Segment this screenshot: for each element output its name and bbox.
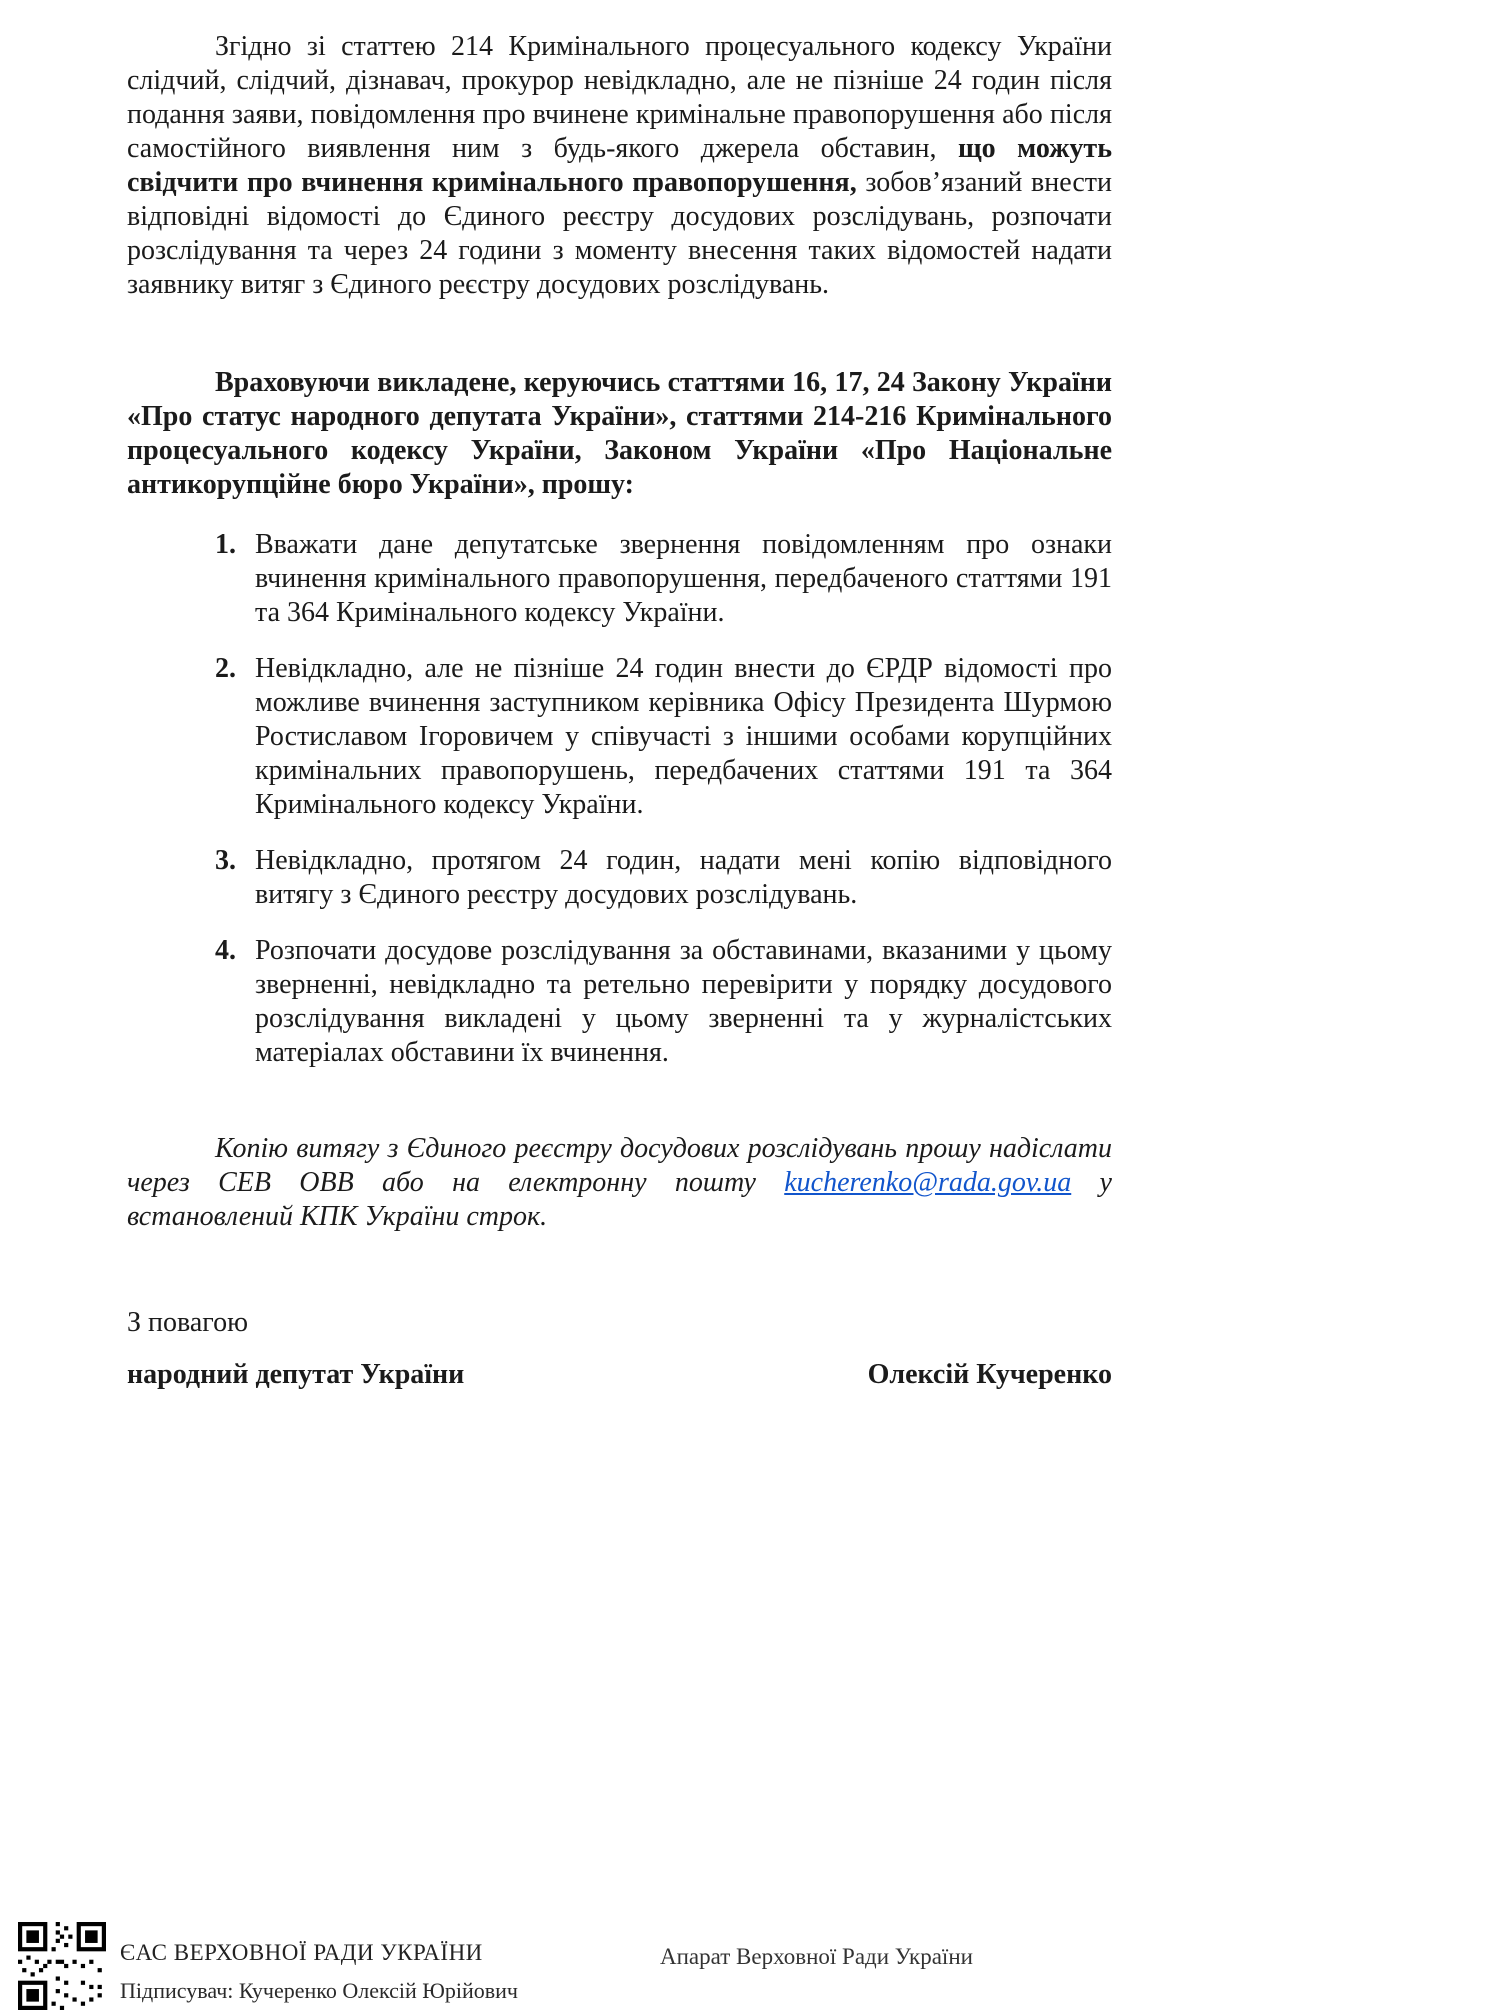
document-body <box>127 30 1112 1392</box>
list-item-text: Невідкладно, але не пізніше 24 годин внести до ЄРДР відомості про можливе вчинення заступником керівника Офісу Президента Шурмою Ростиславом Ігоровичем у співучасті з іншими особами корупційних кримінальних правопорушень, передбачених статтями 191 та 364 Кримінального кодексу України. <box>255 653 1112 820</box>
footer-eas-label: ЄАС ВЕРХОВНОЇ РАДИ УКРАЇНИ <box>120 1940 483 1965</box>
paragraph-request-intro: Враховуючи викладене, керуючись статтями 16, 17, 24 Закону України «Про статус народного депутата України», статтями 214-216 Кримінального процесуального кодексу України, Законом України «Про Національне антикорупційне бюро України», прошу: <box>127 367 1112 500</box>
list-item-number: 3. <box>215 845 236 876</box>
list-item-text: Невідкладно, протягом 24 годин, надати мені копію відповідного витягу з Єдиного реєстру досудових розслідувань. <box>255 845 1112 910</box>
signature-row <box>127 1358 1112 1392</box>
para1-text-start: Згідно зі статтею 214 Кримінального процесуального кодексу України слідчий, слідчий, дізнавач, прокурор невідкладно, але не пізніше 24 годин після подання заяви, повідомлення про вчинене кримінальне правопорушення або після самостійного виявлення ним з будь-якого джерела обставин, <box>127 31 1112 164</box>
para3-text-end: у встановлений КПК України строк. <box>127 1167 1112 1232</box>
request-list <box>127 528 1112 1070</box>
paragraph-copy-request <box>127 1132 1112 1234</box>
qr-code-icon <box>18 1922 106 2010</box>
document-footer <box>0 1918 1500 2003</box>
list-item-text: Розпочати досудове розслідування за обставинами, вказаними у цьому зверненні, невідкладно та ретельно перевірити у порядку досудового розслідування викладені у цьому зверненні та у журналістських матеріалах обставини їх вчинення. <box>255 935 1112 1068</box>
closing-respectfully: З повагою <box>127 1307 248 1338</box>
list-item-text: Вважати дане депутатське звернення повідомленням про ознаки вчинення кримінального правопорушення, передбаченого статтями 191 та 364 Кримінального кодексу України. <box>255 529 1112 628</box>
footer-signature-info <box>120 1934 518 2010</box>
signature-title: народний депутат України <box>127 1359 465 1390</box>
para1-text-bold: що можуть свідчити про вчинення кримінального правопорушення, <box>127 133 1112 198</box>
footer-signer-label: Підписувач: Кучеренко Олексій Юрійович <box>120 1978 518 2003</box>
footer-apparatus-label: Апарат Верховної Ради України <box>660 1944 973 1969</box>
list-item-number: 2. <box>215 653 236 684</box>
email-link[interactable]: kucherenko@rada.gov.ua <box>784 1167 1072 1198</box>
signature-name: Олексій Кучеренко <box>867 1359 1112 1390</box>
list-item <box>127 528 1112 630</box>
list-item-number: 4. <box>215 935 236 966</box>
list-item-number: 1. <box>215 529 236 560</box>
list-item <box>127 652 1112 822</box>
list-item <box>127 934 1112 1070</box>
paragraph-article-214 <box>127 30 1112 302</box>
list-item <box>127 844 1112 912</box>
para1-text-end: зобов’язаний внести відповідні відомості до Єдиного реєстру досудових розслідувань, розпочати розслідування та через 24 години з моменту внесення таких відомостей надати заявнику витяг з Єдиного реєстру досудових розслідувань. <box>127 167 1112 300</box>
para3-text-start: Копію витягу з Єдиного реєстру досудових розслідувань прошу надіслати через СЕВ ОВВ або на електронну пошту <box>127 1133 1112 1198</box>
